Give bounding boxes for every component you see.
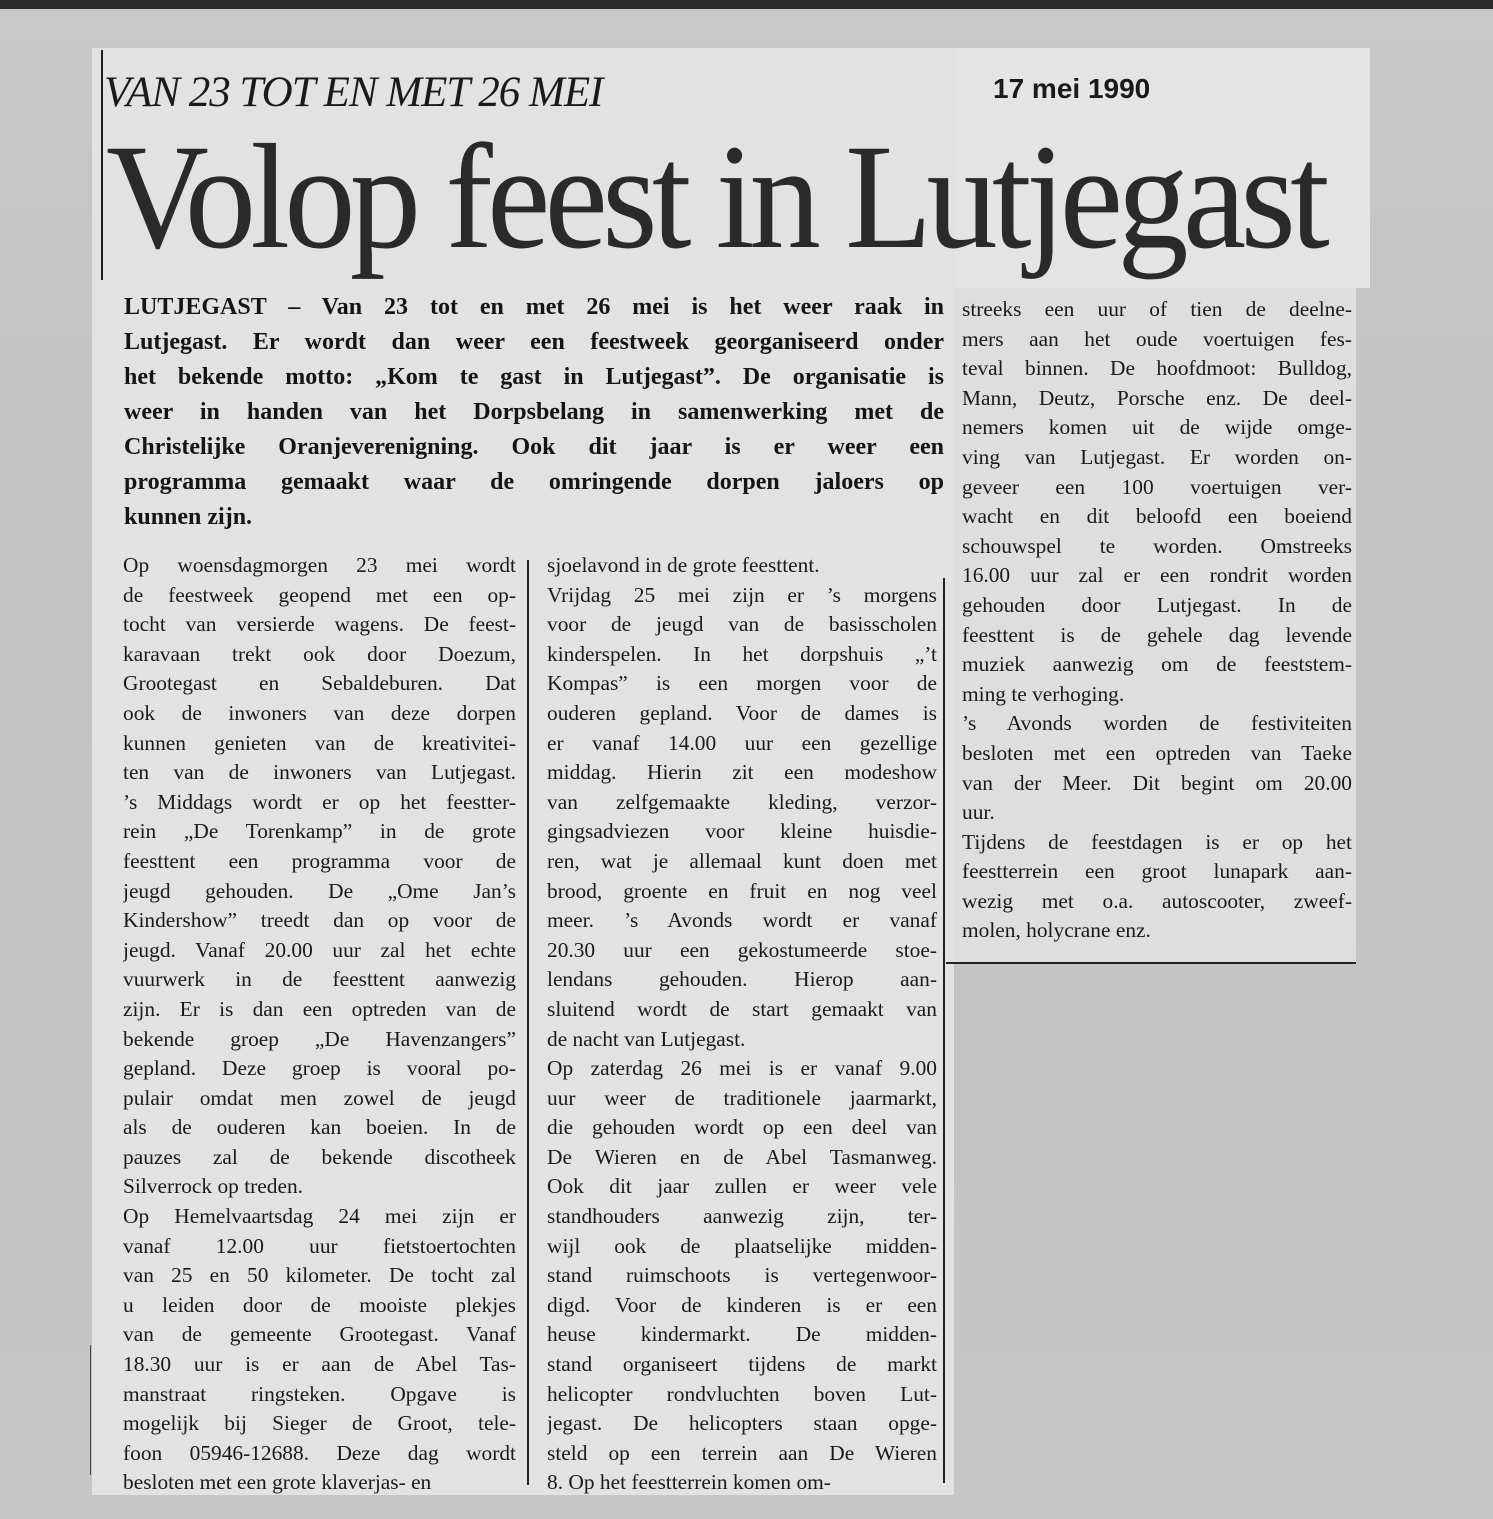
text-line: sjoelavond in de grote feesttent. bbox=[547, 553, 820, 577]
text-line: schouwspel te worden. Omstreeks bbox=[962, 533, 1352, 558]
text-line: mers aan het oude voertuigen fes- bbox=[962, 326, 1352, 351]
text-line: gehouden door Lutjegast. In de bbox=[962, 592, 1352, 617]
text-line: vuurwerk in de feesttent aanwezig bbox=[123, 967, 516, 992]
text-line: middag. Hierin zit een modeshow bbox=[547, 760, 937, 785]
lead-line: weer in handen van het Dorpsbelang in samenwerking met de bbox=[124, 399, 944, 425]
text-line: Ook dit jaar zullen er weer vele bbox=[547, 1174, 937, 1199]
text-line: die gehouden wordt op een deel van bbox=[547, 1115, 937, 1140]
text-line: ren, wat je allemaal kunt doen met bbox=[547, 848, 937, 873]
text-line: standhouders aanwezig zijn, ter- bbox=[547, 1204, 937, 1229]
text-line: ming te verhoging. bbox=[962, 681, 1125, 706]
text-line: jeugd. Vanaf 20.00 uur zal het echte bbox=[123, 937, 516, 962]
text-line: als de ouderen kan boeien. In de bbox=[123, 1115, 516, 1140]
text-line: Kindershow” treedt dan op voor de bbox=[123, 908, 516, 933]
lead-line: Lutjegast. Er wordt dan weer een feestweek georganiseerd onder bbox=[124, 329, 944, 355]
text-line: ook de inwoners van deze dorpen bbox=[123, 700, 516, 725]
text-line: steld op een terrein aan De Wieren bbox=[547, 1440, 937, 1465]
text-line: ’s Avonds worden de festiviteiten bbox=[962, 711, 1352, 736]
text-line: 8. Op het feestterrein komen om- bbox=[547, 1470, 831, 1495]
text-line: ouderen gepland. Voor de dames is bbox=[547, 700, 937, 725]
text-line: wacht en dit beloofd een boeiend bbox=[962, 504, 1352, 529]
article-column-2 bbox=[547, 551, 937, 1498]
lead-line: kunnen zijn. bbox=[124, 504, 253, 530]
text-line: ten van de inwoners van Lutjegast. bbox=[123, 760, 516, 785]
text-line: digd. Voor de kinderen is er een bbox=[547, 1292, 937, 1317]
text-line: wezig met o.a. autoscooter, zweef- bbox=[962, 888, 1352, 913]
text-line: foon 05946-12688. Deze dag wordt bbox=[123, 1440, 516, 1465]
text-line: helicopter rondvluchten boven Lut- bbox=[547, 1381, 937, 1406]
text-line: uur weer de traditionele jaarmarkt, bbox=[547, 1085, 937, 1110]
text-line: streeks een uur of tien de deelne- bbox=[962, 297, 1352, 321]
text-line: bekende groep „De Havenzangers” bbox=[123, 1026, 516, 1051]
article-column-3 bbox=[962, 295, 1352, 946]
text-line: ving van Lutjegast. Er worden on- bbox=[962, 444, 1352, 469]
text-line: de feestweek geopend met een op- bbox=[123, 582, 516, 607]
text-line: De Wieren en de Abel Tasmanweg. bbox=[547, 1144, 937, 1169]
text-line: 16.00 uur zal er een rondrit worden bbox=[962, 563, 1352, 588]
text-line: sluitend wordt de start gemaakt van bbox=[547, 996, 937, 1021]
text-line: besloten met een grote klaverjas- en bbox=[123, 1470, 432, 1495]
text-line: voor de jeugd van de basisscholen bbox=[547, 612, 937, 637]
text-line: 20.30 uur een gekostumeerde stoe- bbox=[547, 937, 937, 962]
text-line: zijn. Er is dan een optreden van de bbox=[123, 996, 516, 1021]
text-line: feestterrein een groot lunapark aan- bbox=[962, 859, 1352, 884]
text-line: jeugd gehouden. De „Ome Jan’s bbox=[123, 878, 516, 903]
text-line: mogelijk bij Sieger de Groot, tele- bbox=[123, 1411, 516, 1436]
text-line: 18.30 uur is er aan de Abel Tas- bbox=[123, 1352, 516, 1377]
lead-line: het bekende motto: „Kom te gast in Lutjegast”. De organisatie is bbox=[124, 364, 944, 390]
text-line: pauzes zal de bekende discotheek bbox=[123, 1144, 516, 1169]
text-line: gepland. Deze groep is vooral po- bbox=[123, 1056, 516, 1081]
text-line: ’s Middags wordt er op het feestter- bbox=[123, 789, 516, 814]
text-line: van der Meer. Dit begint om 20.00 bbox=[962, 770, 1352, 795]
text-line: Op Hemelvaartsdag 24 mei zijn er bbox=[123, 1204, 516, 1229]
text-line: geveer een 100 voertuigen ver- bbox=[962, 474, 1352, 499]
column-divider-2 bbox=[943, 578, 945, 1483]
left-border-rule-lower bbox=[90, 1345, 91, 1475]
text-line: wijl ook de plaatselijke midden- bbox=[547, 1233, 937, 1258]
left-border-rule bbox=[101, 50, 103, 280]
text-line: feesttent een programma voor de bbox=[123, 848, 516, 873]
text-line: Kompas” is een morgen voor de bbox=[547, 671, 937, 696]
text-line: feesttent is de gehele dag levende bbox=[962, 622, 1352, 647]
text-line: nemers komen uit de wijde omge- bbox=[962, 415, 1352, 440]
text-line: van zelfgemaakte kleding, verzor- bbox=[547, 789, 937, 814]
text-line: manstraat ringsteken. Opgave is bbox=[123, 1381, 516, 1406]
text-line: pulair omdat men zowel de jeugd bbox=[123, 1085, 516, 1110]
text-line: kunnen genieten van de kreativitei- bbox=[123, 730, 516, 755]
scan-top-edge bbox=[0, 0, 1493, 9]
text-line: vanaf 12.00 uur fietstoertochten bbox=[123, 1233, 516, 1258]
text-line: kinderspelen. In het dorpshuis „’t bbox=[547, 641, 937, 666]
article-headline: Volop feest in Lutjegast bbox=[106, 114, 1325, 280]
text-line: Vrijdag 25 mei zijn er ’s morgens bbox=[547, 582, 937, 607]
column-divider-1 bbox=[527, 560, 529, 1485]
text-line: karavaan trekt ook door Doezum, bbox=[123, 641, 516, 666]
text-line: molen, holycrane enz. bbox=[962, 918, 1151, 943]
article-column-1 bbox=[123, 551, 516, 1498]
text-line: rein „De Torenkamp” in de grote bbox=[123, 819, 516, 844]
lead-line: Christelijke Oranjeverenigning. Ook dit jaar is er weer een bbox=[124, 434, 944, 460]
text-line: heuse kindermarkt. De midden- bbox=[547, 1322, 937, 1347]
text-line: er vanaf 14.00 uur een gezellige bbox=[547, 730, 937, 755]
lead-line: programma gemaakt waar de omringende dorpen jaloers op bbox=[124, 469, 944, 495]
text-line: Op zaterdag 26 mei is er vanaf 9.00 bbox=[547, 1056, 937, 1081]
text-line: van de gemeente Grootegast. Vanaf bbox=[123, 1322, 516, 1347]
right-column-bottom-rule bbox=[946, 962, 1356, 964]
text-line: Silverrock op treden. bbox=[123, 1174, 303, 1199]
text-line: u leiden door de mooiste plekjes bbox=[123, 1292, 516, 1317]
text-line: stand organiseert tijdens de markt bbox=[547, 1352, 937, 1377]
article-lead bbox=[124, 290, 944, 535]
text-line: van 25 en 50 kilometer. De tocht zal bbox=[123, 1263, 516, 1288]
text-line: meer. ’s Avonds wordt er vanaf bbox=[547, 908, 937, 933]
text-line: Mann, Deutz, Porsche enz. De deel- bbox=[962, 385, 1352, 410]
text-line: Tijdens de feestdagen is er op het bbox=[962, 829, 1352, 854]
text-line: Op woensdagmorgen 23 mei wordt bbox=[123, 553, 516, 577]
text-line: besloten met een optreden van Taeke bbox=[962, 740, 1352, 765]
lead-line: LUTJEGAST – Van 23 tot en met 26 mei is het weer raak in bbox=[124, 294, 944, 320]
text-line: de nacht van Lutjegast. bbox=[547, 1026, 746, 1051]
text-line: brood, groente en fruit en nog veel bbox=[547, 878, 937, 903]
article-kicker: VAN 23 TOT EN MET 26 MEI bbox=[104, 70, 603, 116]
text-line: teval binnen. De hoofdmoot: Bulldog, bbox=[962, 356, 1352, 381]
text-line: lendans gehouden. Hierop aan- bbox=[547, 967, 937, 992]
text-line: muziek aanwezig om de feeststem- bbox=[962, 652, 1352, 677]
article-date: 17 mei 1990 bbox=[993, 73, 1151, 104]
text-line: uur. bbox=[962, 800, 995, 825]
text-line: stand ruimschoots is vertegenwoor- bbox=[547, 1263, 937, 1288]
text-line: jegast. De helicopters staan opge- bbox=[547, 1411, 937, 1436]
text-line: gingsadviezen voor kleine huisdie- bbox=[547, 819, 937, 844]
text-line: tocht van versierde wagens. De feest- bbox=[123, 612, 516, 637]
text-line: Grootegast en Sebaldeburen. Dat bbox=[123, 671, 516, 696]
